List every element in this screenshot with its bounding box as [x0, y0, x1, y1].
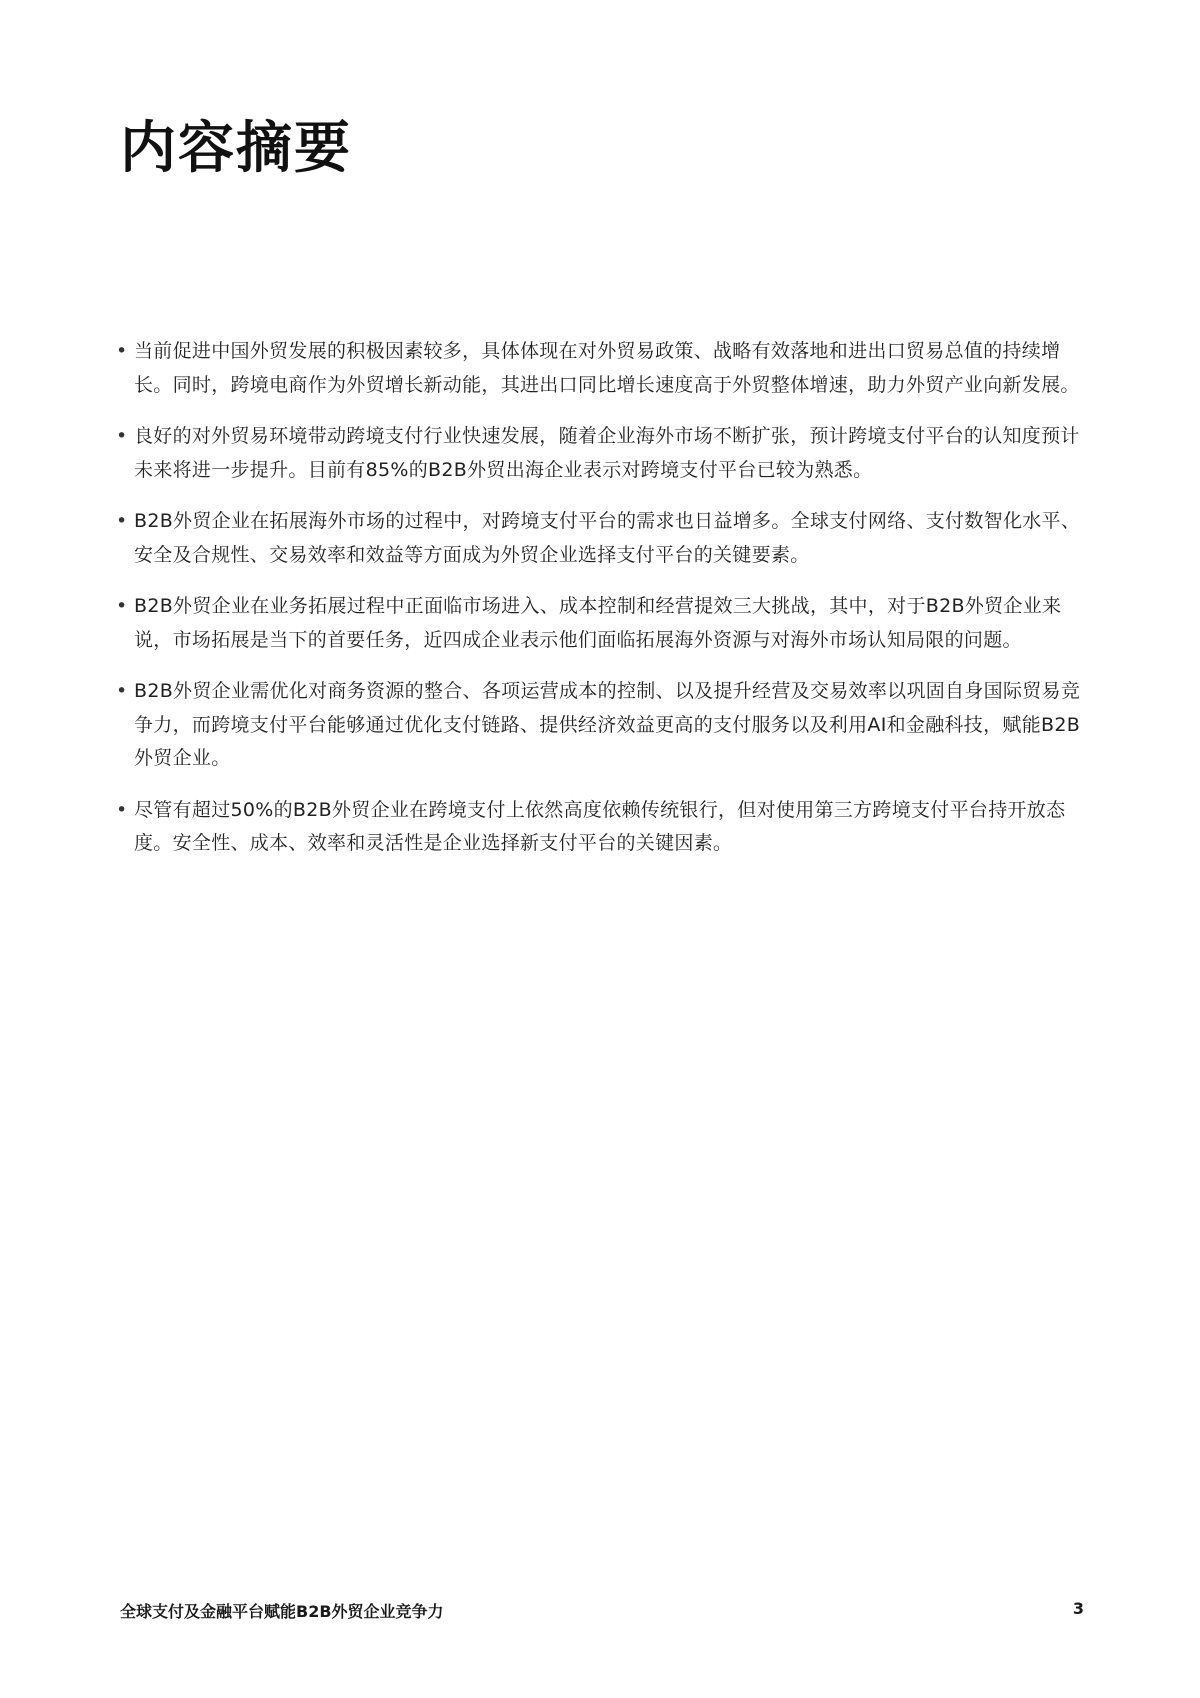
- bullet-item-5: [116, 675, 1086, 776]
- bullet-text: B2B外贸企业在拓展海外市场的过程中，对跨境支付平台的需求也日益增多。全球支付网络、支付数智化水平、安全及合规性、交易效率和效益等方面成为外贸企业选择支付平台的关键要素。: [134, 510, 1081, 566]
- bullet-dot-icon: •: [116, 595, 128, 617]
- bullet-dot-icon: •: [116, 680, 128, 702]
- bullet-item-1: [116, 335, 1086, 402]
- page-title: 内容摘要: [120, 116, 352, 181]
- bullet-dot-icon: •: [116, 798, 128, 821]
- bullet-dot-icon: •: [116, 340, 128, 362]
- bullet-text: B2B外贸企业需优化对商务资源的整合、各项运营成本的控制、以及提升经营及交易效率以巩固自身国际贸易竞争力，而跨境支付平台能够通过优化支付链路、提供经济效益更高的支付服务以及利用AI和金融科技，赋能B2B外贸企业。: [134, 680, 1081, 769]
- bullet-item-3: [116, 505, 1086, 572]
- page-number: 3: [1072, 1599, 1084, 1618]
- footer-report-title: 全球支付及金融平台赋能B2B外贸企业竞争力: [120, 1602, 444, 1621]
- bullet-text: 尽管有超过50%的B2B外贸企业在跨境支付上依然高度依赖传统银行，但对使用第三方跨境支付平台持开放态度。安全性、成本、效率和灵活性是企业选择新支付平台的关键因素。: [134, 798, 1066, 854]
- bullet-dot-icon: •: [116, 425, 128, 447]
- bullet-text: B2B外贸企业在业务拓展过程中正面临市场进入、成本控制和经营提效三大挑战，其中，对于B2B外贸企业来说，市场拓展是当下的首要任务，近四成企业表示他们面临拓展海外资源与对海外市场认知局限的问题。: [134, 595, 1062, 651]
- bullet-dot-icon: •: [116, 510, 128, 532]
- bullet-item-6: [116, 794, 1086, 861]
- bullet-text: 当前促进中国外贸发展的积极因素较多，具体体现在对外贸易政策、战略有效落地和进出口贸易总值的持续增长。同时，跨境电商作为外贸增长新动能，其进出口同比增长速度高于外贸整体增速，助力外贸产业向新发展。: [134, 340, 1080, 396]
- summary-bullet-list: [116, 335, 1086, 861]
- bullet-item-2: [116, 420, 1086, 487]
- bullet-item-4: [116, 590, 1086, 657]
- bullet-text: 良好的对外贸易环境带动跨境支付行业快速发展，随着企业海外市场不断扩张，预计跨境支付平台的认知度预计未来将进一步提升。目前有85%的B2B外贸出海企业表示对跨境支付平台已较为熟悉。: [134, 425, 1080, 481]
